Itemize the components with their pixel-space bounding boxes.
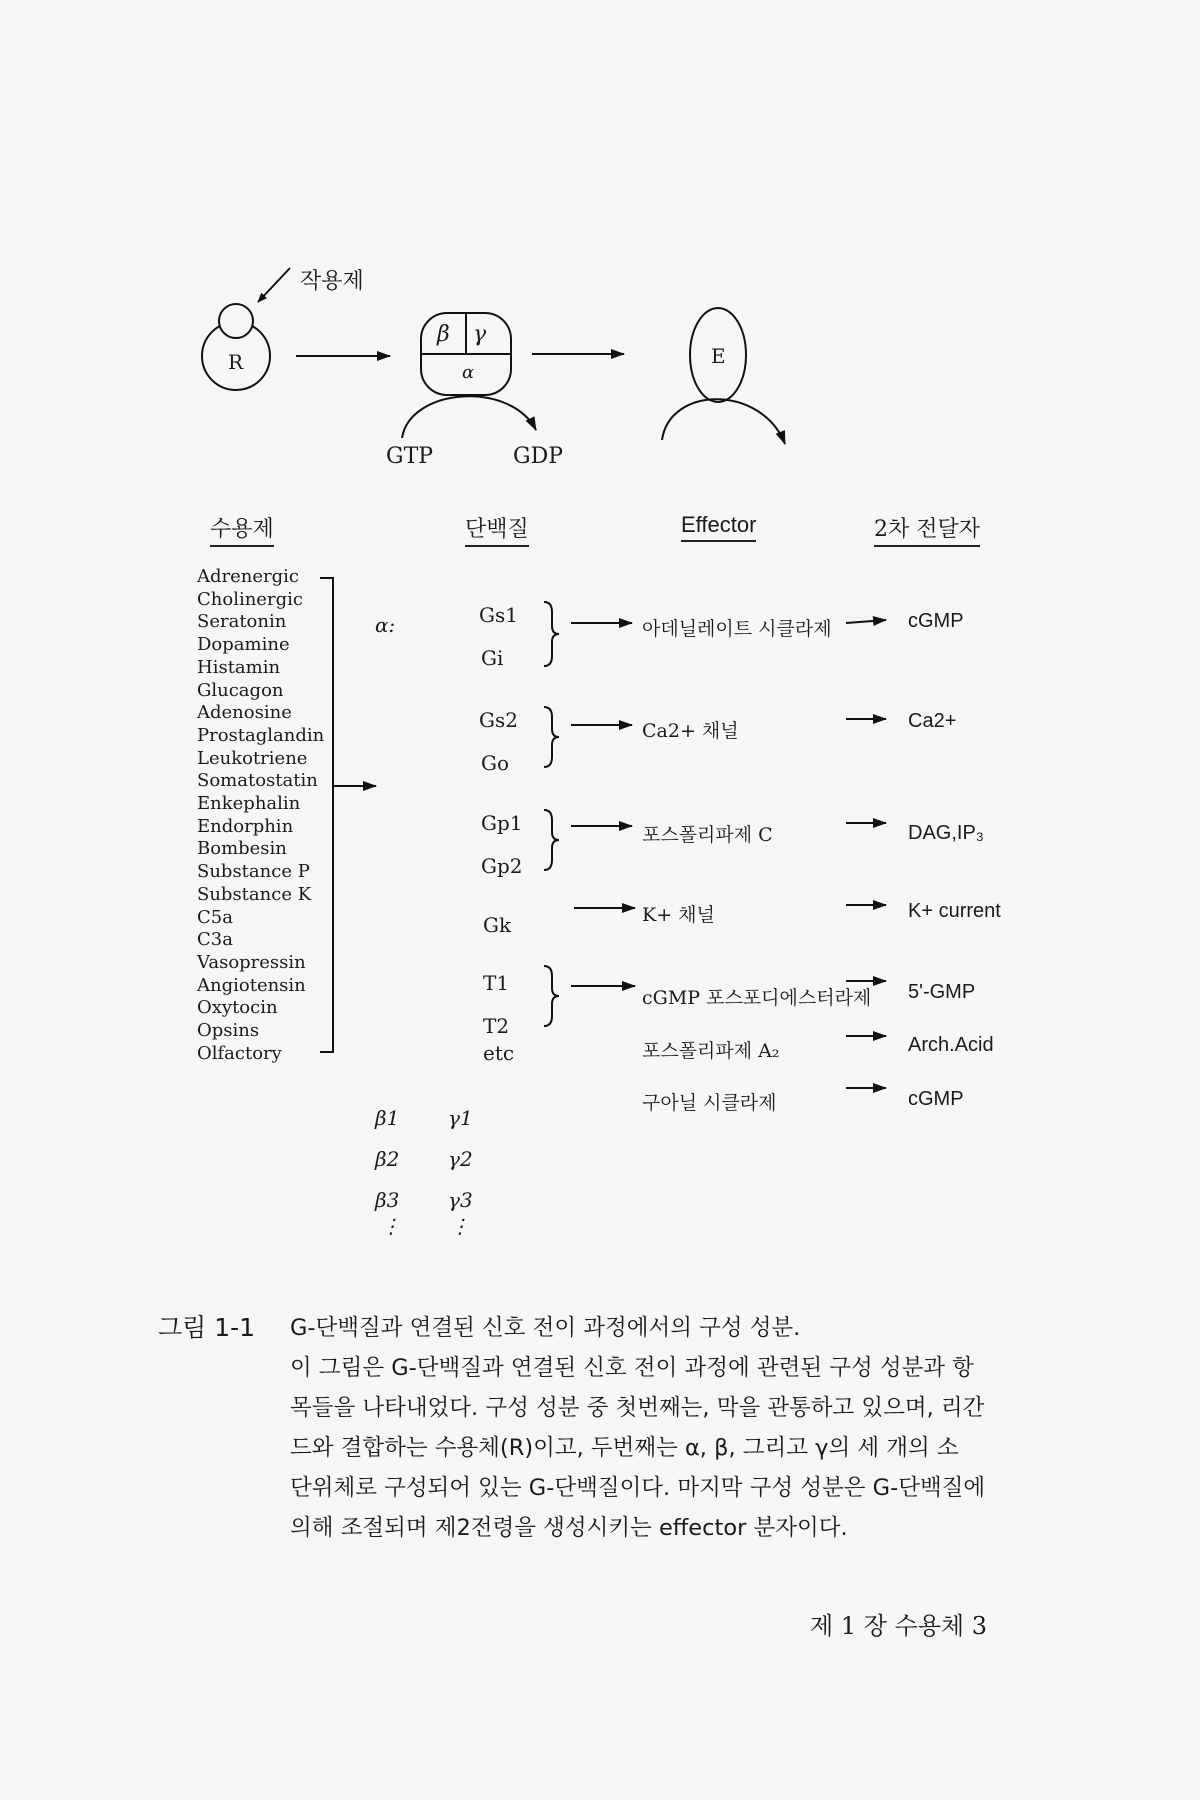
second-messenger-item: cGMP — [908, 610, 964, 632]
agonist-arrow — [258, 268, 290, 302]
header-protein: 단백질 — [465, 512, 529, 547]
effector-item: Ca2+ 채널 — [642, 720, 739, 742]
gprotein-item: Gp1 — [481, 811, 523, 835]
gprotein-item: Gs1 — [479, 603, 518, 627]
effector-item: K+ 채널 — [642, 904, 715, 926]
gtp-label: GTP — [386, 444, 434, 469]
list-item: Glucagon — [197, 679, 284, 701]
caption-line: 드와 결합하는 수용체(R)이고, 두번째는 α, β, 그리고 γ의 세 개의 소 — [290, 1435, 959, 1461]
list-item: Substance K — [197, 883, 312, 905]
gamma-subunit-item: γ3 — [448, 1188, 473, 1212]
gprotein-item: Go — [481, 751, 510, 775]
list-item: Enkephalin — [197, 793, 301, 815]
list-item: Histamin — [197, 656, 281, 678]
caption-title: G-단백질과 연결된 신호 전이 과정에서의 구성 성분. — [290, 1315, 801, 1341]
brace-1 — [544, 602, 559, 666]
alpha-label: α: — [375, 613, 396, 637]
list-item: Oxytocin — [197, 997, 278, 1019]
receptor-list — [197, 566, 324, 1065]
caption-line: 단위체로 구성되어 있는 G-단백질이다. 마지막 구성 성분은 G-단백질에 — [290, 1475, 986, 1501]
second-messenger-item: 5'-GMP — [908, 981, 976, 1003]
effector-label: E — [711, 344, 726, 368]
arrow-es-1 — [846, 620, 886, 623]
gamma-subunit-label: γ — [473, 322, 487, 347]
list-item: Adrenergic — [197, 566, 299, 587]
page-footer: 제 1 장 수용체 3 — [810, 1612, 987, 1640]
gprotein-item: T1 — [483, 971, 510, 995]
beta-subunit-label: β — [437, 322, 450, 347]
list-item: C5a — [197, 906, 233, 928]
brace-4 — [544, 966, 559, 1026]
header-receptor: 수용제 — [210, 512, 274, 547]
list-item: Adenosine — [197, 702, 292, 724]
ligand-circle — [219, 304, 253, 338]
caption-line: 이 그림은 G-단백질과 연결된 신호 전이 과정에 관련된 구성 성분과 항 — [290, 1355, 974, 1381]
gprotein-item: Gs2 — [479, 708, 518, 732]
gamma-ellipsis: ⋮ — [450, 1214, 470, 1238]
brace-2 — [544, 707, 559, 767]
agonist-label: 작용제 — [300, 269, 364, 294]
second-messenger-item: K+ current — [908, 900, 1001, 922]
second-messenger-item: Arch.Acid — [908, 1034, 994, 1056]
second-messenger-item: DAG,IP₃ — [908, 822, 984, 844]
effector-item: 포스폴리파제 C — [642, 824, 773, 846]
list-item: Prostaglandin — [197, 724, 325, 746]
beta-ellipsis: ⋮ — [381, 1214, 401, 1238]
list-item: Endorphin — [197, 815, 294, 837]
header-effector: Effector — [681, 512, 756, 542]
figure-label: 그림 1-1 — [158, 1313, 256, 1342]
list-item: Angiotensin — [197, 974, 306, 996]
figure-caption — [290, 1308, 1070, 1548]
effector-item: 아데닐레이트 시클라제 — [642, 618, 832, 640]
list-item: Cholinergic — [197, 588, 303, 610]
effector-item: 포스폴리파제 A₂ — [642, 1040, 780, 1062]
list-item: Dopamine — [197, 634, 290, 656]
list-item: Seratonin — [197, 611, 287, 633]
list-item: Somatostatin — [197, 770, 318, 792]
gprotein-item: Gp2 — [481, 854, 523, 878]
gdp-label: GDP — [513, 444, 564, 469]
caption-line: 의해 조절되며 제2전령을 생성시키는 effector 분자이다. — [290, 1515, 848, 1541]
beta-subunit-item: β1 — [375, 1106, 400, 1130]
gprotein-item: T2 — [483, 1014, 510, 1038]
gamma-subunit-item: γ1 — [448, 1106, 473, 1130]
list-item: Substance P — [197, 861, 310, 883]
list-item: Bombesin — [197, 838, 287, 860]
effector-item: cGMP 포스포디에스터라제 — [642, 987, 872, 1009]
second-messenger-item: cGMP — [908, 1088, 964, 1110]
receptor-label: R — [228, 350, 244, 374]
list-item: C3a — [197, 929, 233, 951]
list-item: Olfactory — [197, 1042, 282, 1064]
second-messenger-item: Ca2+ — [908, 710, 957, 732]
beta-subunit-item: β3 — [375, 1188, 400, 1212]
gprotein-item: etc — [483, 1041, 515, 1065]
list-item: Opsins — [197, 1020, 260, 1042]
list-item: Leukotriene — [197, 747, 308, 769]
effector-item: 구아닐 시클라제 — [642, 1092, 777, 1114]
list-item: Vasopressin — [197, 951, 306, 973]
gtp-gdp-arc — [402, 396, 536, 438]
caption-line: 목들을 나타내었다. 구성 성분 중 첫번째는, 막을 관통하고 있으며, 리간 — [290, 1395, 985, 1421]
beta-subunit-item: β2 — [375, 1147, 400, 1171]
gamma-subunit-item: γ2 — [448, 1147, 473, 1171]
brace-3 — [544, 810, 559, 870]
alpha-subunit-label: α — [462, 362, 475, 383]
gprotein-item: Gk — [483, 913, 512, 937]
effector-arc — [662, 399, 785, 444]
header-second-messenger: 2차 전달자 — [874, 512, 980, 547]
gprotein-item: Gi — [481, 646, 504, 670]
